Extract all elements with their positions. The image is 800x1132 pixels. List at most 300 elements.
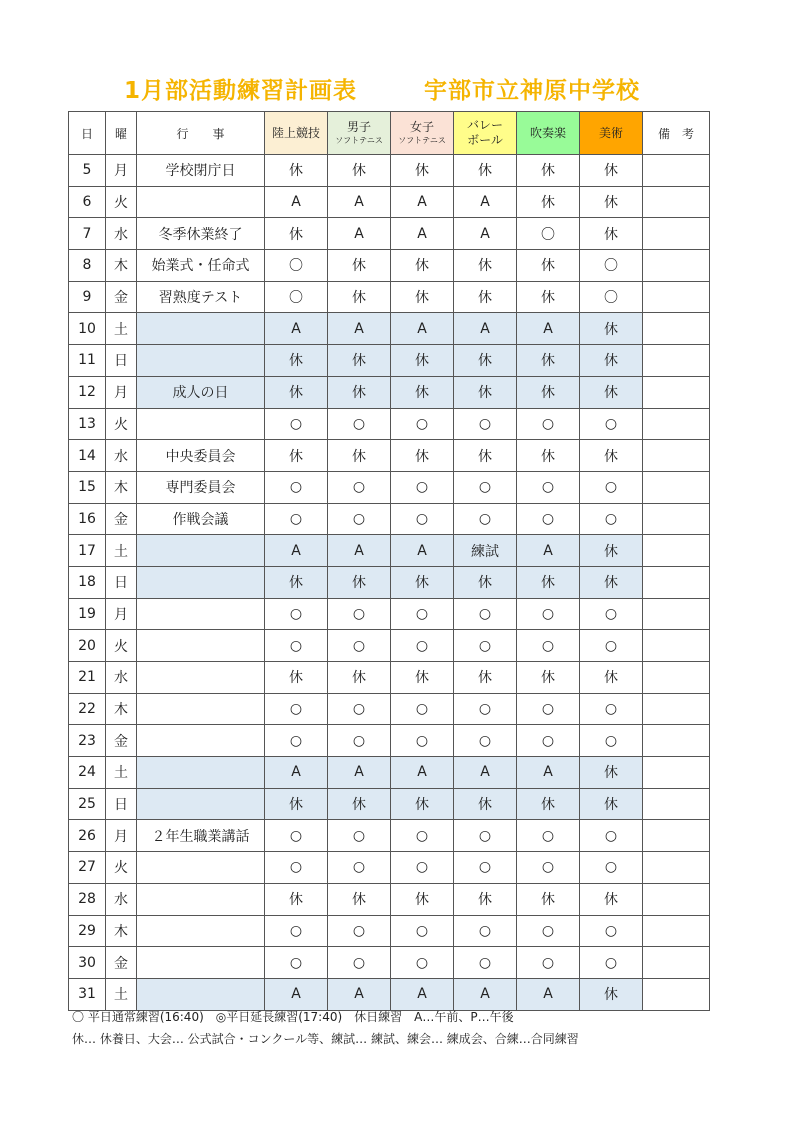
- legend-line-1: 〇 平日通常練習(16:40) ◎平日延長練習(17:40) 休日練習 A…午前、P…午後: [72, 1010, 514, 1024]
- remarks-cell: [643, 250, 710, 282]
- practice-cell: 休: [265, 345, 328, 377]
- practice-cell: ○: [391, 852, 454, 884]
- practice-cell: A: [391, 978, 454, 1010]
- table-row: [69, 788, 710, 820]
- practice-cell: ○: [391, 693, 454, 725]
- practice-cell: ○: [265, 915, 328, 947]
- table-row: [69, 408, 710, 440]
- practice-cell: 休: [580, 186, 643, 218]
- event-cell: [137, 662, 265, 694]
- practice-cell: 休: [517, 440, 580, 472]
- weekday-cell: 木: [106, 693, 137, 725]
- practice-cell: A: [328, 535, 391, 567]
- practice-cell: A: [265, 313, 328, 345]
- practice-cell: ○: [265, 408, 328, 440]
- remarks-cell: [643, 915, 710, 947]
- school-name: 宇部市立神原中学校: [424, 78, 640, 104]
- practice-cell: A: [328, 978, 391, 1010]
- practice-cell: ○: [580, 630, 643, 662]
- table-row: [69, 281, 710, 313]
- weekday-cell: 金: [106, 281, 137, 313]
- practice-cell: ○: [391, 471, 454, 503]
- practice-cell: 休: [265, 155, 328, 187]
- practice-cell: 休: [580, 788, 643, 820]
- practice-cell: ○: [328, 820, 391, 852]
- weekday-cell: 火: [106, 630, 137, 662]
- practice-cell: A: [265, 757, 328, 789]
- practice-cell: 休: [328, 281, 391, 313]
- practice-cell: ○: [517, 947, 580, 979]
- practice-cell: 休: [391, 566, 454, 598]
- practice-cell: 休: [328, 883, 391, 915]
- practice-cell: ○: [580, 915, 643, 947]
- practice-cell: A: [454, 313, 517, 345]
- remarks-cell: [643, 345, 710, 377]
- practice-cell: ○: [580, 408, 643, 440]
- remarks-cell: [643, 186, 710, 218]
- club-name: 女子: [409, 119, 434, 134]
- header-row: [69, 112, 710, 155]
- day-cell: 6: [69, 186, 106, 218]
- practice-cell: ○: [265, 630, 328, 662]
- header-club: [391, 112, 454, 155]
- practice-cell: 休: [265, 376, 328, 408]
- table-row: [69, 820, 710, 852]
- event-cell: ２年生職業講話: [137, 820, 265, 852]
- event-cell: 専門委員会: [137, 471, 265, 503]
- practice-cell: ○: [328, 503, 391, 535]
- event-cell: [137, 630, 265, 662]
- table-row: [69, 598, 710, 630]
- day-cell: 10: [69, 313, 106, 345]
- practice-cell: 休: [391, 281, 454, 313]
- practice-cell: ○: [454, 471, 517, 503]
- practice-cell: 休: [517, 281, 580, 313]
- practice-cell: 休: [517, 376, 580, 408]
- table-row: [69, 186, 710, 218]
- weekday-cell: 水: [106, 218, 137, 250]
- day-cell: 31: [69, 978, 106, 1010]
- weekday-cell: 土: [106, 535, 137, 567]
- remarks-cell: [643, 218, 710, 250]
- practice-cell: ○: [517, 725, 580, 757]
- practice-cell: ○: [265, 820, 328, 852]
- day-cell: 18: [69, 566, 106, 598]
- practice-cell: 休: [580, 345, 643, 377]
- practice-cell: 〇: [517, 218, 580, 250]
- practice-cell: 休: [454, 440, 517, 472]
- practice-cell: 休: [580, 535, 643, 567]
- practice-cell: ○: [517, 852, 580, 884]
- practice-cell: ○: [580, 820, 643, 852]
- day-cell: 12: [69, 376, 106, 408]
- event-cell: [137, 883, 265, 915]
- weekday-cell: 日: [106, 788, 137, 820]
- day-cell: 20: [69, 630, 106, 662]
- practice-cell: ○: [454, 725, 517, 757]
- day-cell: 8: [69, 250, 106, 282]
- practice-cell: ○: [517, 408, 580, 440]
- event-cell: [137, 186, 265, 218]
- event-cell: 作戦会議: [137, 503, 265, 535]
- table-row: [69, 503, 710, 535]
- practice-cell: 休: [454, 566, 517, 598]
- practice-cell: ○: [517, 598, 580, 630]
- event-cell: [137, 947, 265, 979]
- table-row: [69, 440, 710, 472]
- day-cell: 24: [69, 757, 106, 789]
- weekday-cell: 月: [106, 820, 137, 852]
- header-day: 日: [69, 112, 106, 155]
- practice-cell: ○: [391, 408, 454, 440]
- practice-cell: ○: [265, 725, 328, 757]
- practice-cell: 休: [580, 883, 643, 915]
- table-row: [69, 471, 710, 503]
- practice-cell: 休: [580, 757, 643, 789]
- header-club: [580, 112, 643, 155]
- day-cell: 23: [69, 725, 106, 757]
- practice-cell: A: [328, 313, 391, 345]
- practice-cell: 休: [454, 250, 517, 282]
- practice-cell: ○: [580, 693, 643, 725]
- weekday-cell: 水: [106, 662, 137, 694]
- practice-cell: ○: [328, 471, 391, 503]
- event-cell: [137, 757, 265, 789]
- practice-cell: 休: [265, 883, 328, 915]
- remarks-cell: [643, 440, 710, 472]
- practice-cell: ○: [454, 820, 517, 852]
- table-row: [69, 535, 710, 567]
- day-cell: 28: [69, 883, 106, 915]
- weekday-cell: 木: [106, 250, 137, 282]
- weekday-cell: 日: [106, 345, 137, 377]
- page-title: [0, 72, 800, 108]
- event-cell: [137, 693, 265, 725]
- practice-cell: ○: [517, 820, 580, 852]
- practice-cell: ○: [580, 852, 643, 884]
- remarks-cell: [643, 408, 710, 440]
- day-cell: 27: [69, 852, 106, 884]
- day-cell: 16: [69, 503, 106, 535]
- remarks-cell: [643, 471, 710, 503]
- practice-cell: 休: [391, 345, 454, 377]
- table-row: [69, 852, 710, 884]
- remarks-cell: [643, 630, 710, 662]
- event-cell: [137, 978, 265, 1010]
- practice-cell: A: [391, 757, 454, 789]
- day-cell: 11: [69, 345, 106, 377]
- remarks-cell: [643, 313, 710, 345]
- practice-cell: ○: [454, 852, 517, 884]
- practice-cell: A: [391, 218, 454, 250]
- practice-cell: ○: [265, 852, 328, 884]
- weekday-cell: 月: [106, 155, 137, 187]
- practice-cell: 休: [517, 788, 580, 820]
- remarks-cell: [643, 947, 710, 979]
- remarks-cell: [643, 852, 710, 884]
- remarks-cell: [643, 155, 710, 187]
- practice-cell: 〇: [580, 281, 643, 313]
- practice-cell: A: [265, 978, 328, 1010]
- practice-cell: 休: [265, 440, 328, 472]
- table-row: [69, 155, 710, 187]
- practice-cell: ○: [391, 725, 454, 757]
- weekday-cell: 木: [106, 471, 137, 503]
- club-subname: ソフトテニス: [398, 135, 446, 145]
- day-cell: 13: [69, 408, 106, 440]
- practice-cell: ○: [265, 471, 328, 503]
- header-club: [265, 112, 328, 155]
- weekday-cell: 金: [106, 725, 137, 757]
- practice-cell: ○: [580, 471, 643, 503]
- remarks-cell: [643, 725, 710, 757]
- practice-cell: ○: [580, 947, 643, 979]
- practice-cell: 休: [328, 440, 391, 472]
- practice-cell: 休: [328, 788, 391, 820]
- practice-cell: 休: [580, 313, 643, 345]
- practice-cell: 休: [454, 345, 517, 377]
- day-cell: 25: [69, 788, 106, 820]
- practice-cell: 休: [328, 345, 391, 377]
- practice-cell: ○: [328, 693, 391, 725]
- day-cell: 29: [69, 915, 106, 947]
- practice-cell: 練試: [454, 535, 517, 567]
- practice-cell: 休: [328, 155, 391, 187]
- practice-cell: 休: [517, 662, 580, 694]
- table-row: [69, 250, 710, 282]
- practice-cell: 休: [391, 788, 454, 820]
- practice-cell: 休: [580, 440, 643, 472]
- practice-cell: ○: [454, 503, 517, 535]
- weekday-cell: 月: [106, 598, 137, 630]
- day-cell: 26: [69, 820, 106, 852]
- practice-cell: A: [328, 186, 391, 218]
- weekday-cell: 日: [106, 566, 137, 598]
- practice-cell: ○: [265, 598, 328, 630]
- practice-cell: ○: [328, 630, 391, 662]
- practice-cell: 休: [391, 440, 454, 472]
- practice-cell: 休: [517, 250, 580, 282]
- remarks-cell: [643, 566, 710, 598]
- practice-cell: 休: [391, 155, 454, 187]
- practice-cell: ○: [454, 947, 517, 979]
- table-row: [69, 313, 710, 345]
- practice-cell: ○: [454, 915, 517, 947]
- practice-cell: A: [265, 535, 328, 567]
- practice-cell: 休: [580, 978, 643, 1010]
- practice-cell: ○: [517, 630, 580, 662]
- club-name: 美術: [598, 125, 623, 140]
- weekday-cell: 火: [106, 852, 137, 884]
- practice-cell: ○: [391, 915, 454, 947]
- weekday-cell: 金: [106, 947, 137, 979]
- practice-cell: 休: [328, 376, 391, 408]
- practice-cell: 休: [454, 155, 517, 187]
- practice-cell: A: [517, 313, 580, 345]
- table-row: [69, 376, 710, 408]
- practice-cell: ○: [328, 915, 391, 947]
- event-cell: [137, 725, 265, 757]
- event-cell: 成人の日: [137, 376, 265, 408]
- header-dow: 曜: [106, 112, 137, 155]
- practice-cell: ○: [391, 503, 454, 535]
- practice-cell: A: [391, 313, 454, 345]
- practice-cell: ○: [454, 693, 517, 725]
- table-row: [69, 693, 710, 725]
- practice-cell: 〇: [265, 250, 328, 282]
- practice-cell: A: [454, 757, 517, 789]
- remarks-cell: [643, 503, 710, 535]
- remarks-cell: [643, 376, 710, 408]
- weekday-cell: 火: [106, 186, 137, 218]
- practice-cell: A: [517, 978, 580, 1010]
- practice-cell: ○: [391, 630, 454, 662]
- event-cell: 始業式・任命式: [137, 250, 265, 282]
- event-cell: [137, 535, 265, 567]
- table-row: [69, 630, 710, 662]
- practice-cell: 〇: [265, 281, 328, 313]
- remarks-cell: [643, 693, 710, 725]
- practice-cell: 休: [580, 662, 643, 694]
- practice-cell: ○: [328, 852, 391, 884]
- remarks-cell: [643, 978, 710, 1010]
- practice-cell: 休: [517, 186, 580, 218]
- remarks-cell: [643, 820, 710, 852]
- practice-cell: 〇: [580, 250, 643, 282]
- practice-cell: 休: [580, 376, 643, 408]
- practice-cell: 休: [580, 218, 643, 250]
- event-cell: [137, 313, 265, 345]
- event-cell: [137, 598, 265, 630]
- header-club: [328, 112, 391, 155]
- day-cell: 14: [69, 440, 106, 472]
- remarks-cell: [643, 757, 710, 789]
- practice-cell: 休: [454, 376, 517, 408]
- day-cell: 15: [69, 471, 106, 503]
- practice-cell: A: [328, 218, 391, 250]
- remarks-cell: [643, 598, 710, 630]
- practice-cell: ○: [517, 471, 580, 503]
- event-cell: [137, 566, 265, 598]
- header-remarks: 備 考: [643, 112, 710, 155]
- table-row: [69, 757, 710, 789]
- table-row: [69, 662, 710, 694]
- table-row: [69, 947, 710, 979]
- practice-cell: ○: [391, 820, 454, 852]
- weekday-cell: 水: [106, 440, 137, 472]
- practice-cell: ○: [391, 598, 454, 630]
- practice-cell: 休: [517, 345, 580, 377]
- remarks-cell: [643, 535, 710, 567]
- practice-cell: A: [454, 186, 517, 218]
- schedule-table: [68, 111, 710, 1011]
- weekday-cell: 水: [106, 883, 137, 915]
- club-name-line2: ボール: [467, 133, 503, 147]
- day-cell: 30: [69, 947, 106, 979]
- plan-title: 1月部活動練習計画表: [124, 78, 358, 104]
- header-event: 行 事: [137, 112, 265, 155]
- club-name: バレー: [466, 118, 503, 132]
- day-cell: 5: [69, 155, 106, 187]
- club-name: 男子: [346, 119, 371, 134]
- remarks-cell: [643, 883, 710, 915]
- practice-cell: 休: [391, 662, 454, 694]
- practice-cell: ○: [454, 630, 517, 662]
- event-cell: [137, 915, 265, 947]
- practice-cell: 休: [265, 788, 328, 820]
- practice-cell: 休: [328, 250, 391, 282]
- event-cell: 習熟度テスト: [137, 281, 265, 313]
- practice-cell: A: [454, 218, 517, 250]
- table-row: [69, 915, 710, 947]
- practice-cell: ○: [454, 598, 517, 630]
- practice-cell: ○: [391, 947, 454, 979]
- practice-cell: ○: [265, 947, 328, 979]
- practice-cell: 休: [454, 883, 517, 915]
- weekday-cell: 土: [106, 757, 137, 789]
- practice-cell: 休: [454, 662, 517, 694]
- practice-cell: 休: [580, 566, 643, 598]
- table-row: [69, 725, 710, 757]
- event-cell: [137, 345, 265, 377]
- practice-cell: 休: [517, 155, 580, 187]
- practice-cell: 休: [391, 250, 454, 282]
- practice-cell: 休: [265, 566, 328, 598]
- event-cell: 冬季休業終了: [137, 218, 265, 250]
- practice-cell: ○: [265, 693, 328, 725]
- day-cell: 17: [69, 535, 106, 567]
- event-cell: 中央委員会: [137, 440, 265, 472]
- practice-cell: A: [517, 535, 580, 567]
- practice-cell: ○: [517, 915, 580, 947]
- event-cell: [137, 852, 265, 884]
- practice-cell: 休: [391, 376, 454, 408]
- table-row: [69, 218, 710, 250]
- practice-cell: ○: [580, 725, 643, 757]
- day-cell: 7: [69, 218, 106, 250]
- practice-cell: A: [517, 757, 580, 789]
- day-cell: 22: [69, 693, 106, 725]
- practice-cell: 休: [580, 155, 643, 187]
- practice-cell: ○: [454, 408, 517, 440]
- practice-cell: A: [454, 978, 517, 1010]
- remarks-cell: [643, 788, 710, 820]
- practice-cell: ○: [517, 693, 580, 725]
- practice-cell: 休: [328, 662, 391, 694]
- event-cell: 学校閉庁日: [137, 155, 265, 187]
- practice-cell: 休: [265, 218, 328, 250]
- club-name: 陸上競技: [271, 125, 320, 140]
- remarks-cell: [643, 281, 710, 313]
- table-row: [69, 566, 710, 598]
- table-row: [69, 978, 710, 1010]
- header-club: [517, 112, 580, 155]
- practice-cell: A: [391, 535, 454, 567]
- practice-cell: ○: [580, 598, 643, 630]
- weekday-cell: 木: [106, 915, 137, 947]
- legend-line-2: 休… 休養日、大会… 公式試合・コンクール等、練試… 練試、練会… 練成会、合練…合同練習: [72, 1032, 579, 1046]
- practice-cell: ○: [517, 503, 580, 535]
- table-row: [69, 345, 710, 377]
- practice-cell: 休: [517, 883, 580, 915]
- weekday-cell: 火: [106, 408, 137, 440]
- remarks-cell: [643, 662, 710, 694]
- club-subname: ソフトテニス: [335, 135, 383, 145]
- weekday-cell: 土: [106, 978, 137, 1010]
- day-cell: 19: [69, 598, 106, 630]
- table-row: [69, 883, 710, 915]
- weekday-cell: 土: [106, 313, 137, 345]
